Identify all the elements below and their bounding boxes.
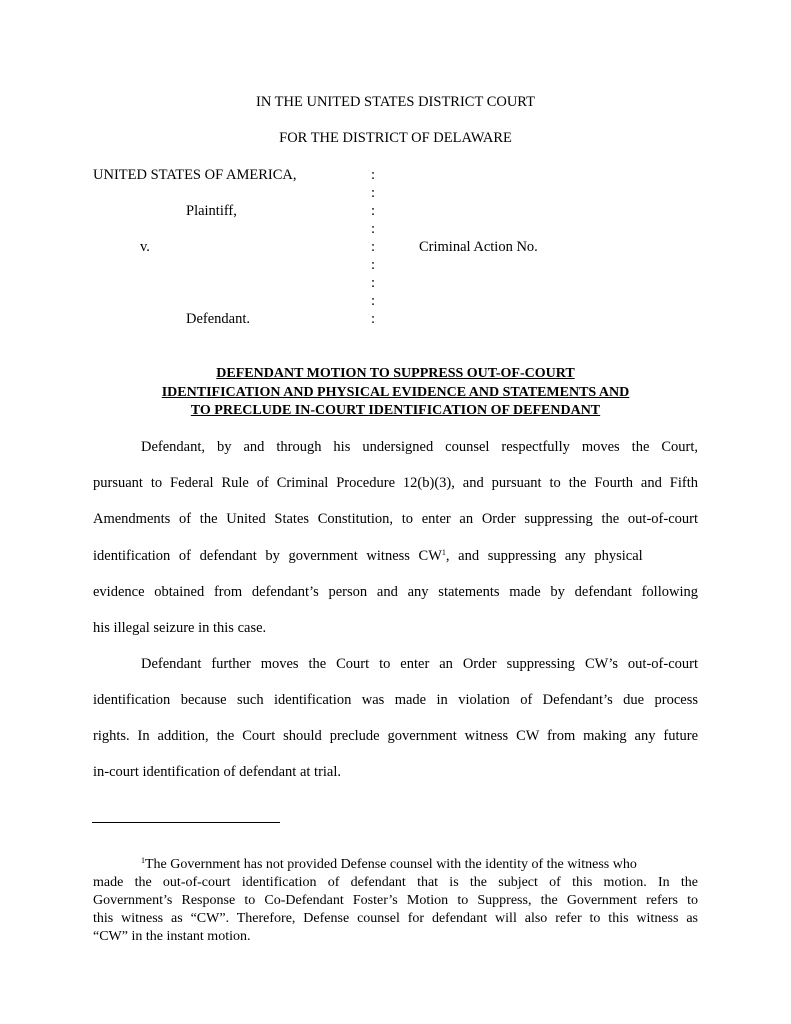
caption-colon: : [371,203,376,219]
motion-title-line-3: TO PRECLUDE IN-COURT IDENTIFICATION OF DEFENDANT [190,403,601,418]
caption-colon: : [371,185,376,201]
plaintiff-label: Plaintiff, [186,203,237,219]
caption-colon: : [371,311,376,327]
footnote-marker: 1 [141,856,145,865]
footnote-line: made the out-of-court identification of defendant that is the subject of this motion. In the [93,875,698,890]
defendant-label: Defendant. [186,311,251,327]
body-text: , and suppressing any physical [445,548,643,564]
versus: v. [140,239,150,255]
body-line: in-court identification of defendant at trial. [93,764,342,780]
body-line: pursuant to Federal Rule of Criminal Procedure 12(b)(3), and pursuant to the Fourth and Fifth [93,475,698,491]
footnote-line: “CW” in the instant motion. [93,929,251,944]
caption-colon: : [371,293,376,309]
district-name: FOR THE DISTRICT OF DELAWARE [279,130,512,146]
caption-colon: : [371,275,376,291]
motion-title-line-1: DEFENDANT MOTION TO SUPPRESS OUT-OF-COURT [216,366,575,381]
caption-colon: : [371,167,376,183]
court-name: IN THE UNITED STATES DISTRICT COURT [256,94,535,110]
caption-colon: : [371,221,376,237]
footnote-reference: 1 [441,548,446,557]
footnote-line [141,857,698,873]
footnote-separator [92,822,280,823]
body-line: his illegal seizure in this case. [93,620,267,636]
body-line: identification because such identification was made in violation of Defendant’s due process [93,692,698,708]
body-line: Defendant, by and through his undersigned counsel respectfully moves the Court, [141,439,698,455]
body-line: Defendant further moves the Court to enter an Order suppressing CW’s out-of-court [141,656,698,672]
body-line-start [93,548,643,565]
body-line [93,548,698,565]
body-line: evidence obtained from defendant’s person and any statements made by defendant following [93,584,698,600]
body-line: rights. In addition, the Court should preclude government witness CW from making any future [93,728,698,744]
caption-colon: : [371,257,376,273]
footnote-text: The Government has not provided Defense counsel with the identity of the witness who [145,857,637,872]
motion-title-line-2: IDENTIFICATION AND PHYSICAL EVIDENCE AND STATEMENTS AND [161,385,630,400]
body-line: Amendments of the United States Constitution, to enter an Order suppressing the out-of-court [93,511,698,527]
plaintiff-party: UNITED STATES OF AMERICA, [93,167,297,183]
case-number-label: Criminal Action No. [419,239,538,255]
footnote-line: this witness as “CW”. Therefore, Defense counsel for defendant will also refer to this witness as [93,911,698,926]
caption-colon: : [371,239,376,255]
footnote-line: Government’s Response to Co-Defendant Foster’s Motion to Suppress, the Government refers to [93,893,698,908]
body-text: identification of defendant by government witness CW [93,548,442,564]
